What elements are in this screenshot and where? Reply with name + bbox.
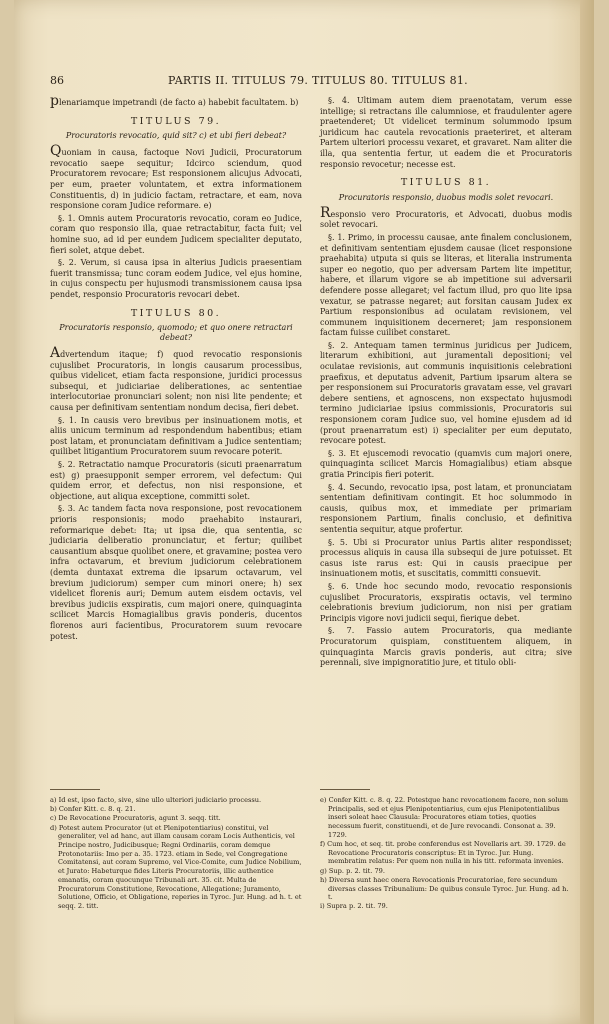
paragraph: §. 2. Verum, si causa ipsa in alterius Judicis praesentiam fuerit transmissa; tunc coram eodem Judice, vel ejus homine, in cujus conspectu per hujusmodi transmissionem causa ipsa pendet, responsio Procuratoris revocari debet. (50, 258, 302, 299)
title-summary: Procuratoris responsio, duobus modis solet revocari. (338, 192, 554, 202)
running-header (50, 74, 575, 88)
paragraph: §. 1. Primo, in processu causae, ante finalem conclusionem, et definitivam sententiam ejusdem causae (licet responsione praehabita) utputa si quis se literas, et literalia instrumenta super eo negotio, quo per adversam Partem lite impetitur, habere, et illarum vigore se ab impetitione sui adversarii defendere posse allegaret; vel factum illud, pro quo lite ipsa vexatur, se patrasse negaret; aut forsitan causam Judex ex Partium responsionibus ad oculatam revisionem, vel communem inquisitionem decerneret; jam responsionem factam fuisse cuilibet constaret. (320, 232, 572, 338)
paragraph: Quoniam in causa, factoque Novi Judicii, Procuratorum revocatio saepe sequitur; Idcirco sciendum, quod Procuratorem revocare; Est responsionem alicujus Advocati, per eum, praeter voluntatem, et extra informationem Constituentis, d) in judicio factam, retractare, et eam, nova responsione coram Judice reformare. e) (50, 143, 302, 211)
footnote: a) Id est, ipso facto, sive, sine ullo ulteriori judiciario processu. (50, 796, 262, 804)
footnote: e) Confer Kitt. c. 8. q. 22. Potestque hanc revocationem facere, non solum Principalis, sed et ejus Plenipotentiarius, cum ejus Plenipotentialibus inseri soleat haec Clausula: Procuratores etiam toties, quoties necessum fuerit, constituendi, et de Jure revocandi. Consonat a. 39. 1729. (320, 796, 568, 839)
title-heading: TITULUS 80. (130, 307, 222, 319)
running-title: PARTIS II. TITULUS 79. TITULUS 80. TITULUS 81. (168, 74, 468, 87)
footnote: d) Potest autem Procurator (ut et Plenipotentiarius) constitui, vel generaliter, vel ad hanc, aut illam causam coram Locis Authenticis, vel Principe nostro, Judicibusque; Regni Ordinariis, coram demque Protonotariis: Imo per a. 35. 1723. etiam in Sede, vel Congregatione Comitatensi, aut coram Supremo, vel Vice-Comite, cum Judice Nobilium, et Jurato: Habeturque fides Literis Procuratoriis, illic authentice emanatis, coram quocunque Tribunali art. 35. cit. Multa de Procuratorum Constitutione, Revocatione, Allegatione; Juramento, Solutione, Officio, et Obligatione, reperies in Tyroc. Jur. Hung. ad h. t. et seqq. 2. titt. (50, 823, 302, 910)
title-heading: TITULUS 81. (400, 177, 492, 189)
footnote: f) Cum hoc, et seq. tit. probe conferendus est Novellaris art. 39. 1729. de Revocatione Procuratoris conscriptus: Et in Tyroc. Jur. Hung. membratim relatus: Per quem non nulla in his titt. reformata invenies. (320, 840, 566, 866)
right-text-column (320, 96, 572, 671)
paragraph: §. 1. Omnis autem Procuratoris revocatio, coram eo Judice, coram quo responsio illa, quae retractabitur, facta fuit; vel homine suo, ad id per eundem Judicem specialiter deputato, fieri solet, atque debet. (50, 213, 302, 255)
footnote: b) Confer Kitt. c. 8. q. 21. (50, 805, 136, 814)
paragraph: plenariamque impetrandi (de facto a) habebit facultatem. b) (50, 93, 299, 109)
footnote: i) Supra p. 2. tit. 79. (320, 902, 388, 911)
paragraph: §. 4. Ultimam autem diem praenotatam, verum esse intellige; si retractans ille calumniose, et fraudulenter agere praetenderet; Ut videlicet terminum solummodo ipsum juridicum hac cautela revocationis praeteriret, et alteram Partem ulteriori processu vexaret, et gravaret. Nam aliter die illa, qua sententia fertur, ut eadem die et Procuratoris responsio revocetur; necesse est. (320, 96, 572, 169)
paragraph: §. 1. In causis vero brevibus per insinuationem motis, et aliis unicum terminum ad respondendum habentibus; etiam post latam, et pronunciatam definitivam a Judice sententiam; quilibet litigantium Procuratorem suum revocare poterit. (50, 415, 302, 457)
paragraph: §. 5. Ubi si Procurator unius Partis aliter respondisset; processus aliquis in causa illa subsequi de jure potuisset. Et casus iste rarus est: Qui in causis praecipue per insinuationem motis, et suscitatis, committi consuevit. (320, 537, 572, 579)
footnote: h) Diversa sunt haec onera Revocationis Procuratoriae, fere secundum diversas classes Tribunalium: De quibus consule Tyroc. Jur. Hung. ad h. t. (320, 875, 569, 902)
paragraph: §. 2. Antequam tamen terminus juridicus per Judicem, literarum exhibitioni, aut juramentali depositioni; vel oculatae revisionis, aut communis inquisitionis celebrationi praefixus, et deputatus advenit, Partium ipsarum altera se per responsionem sui Procuratoris gravatam esse, vel gravari debere sentiens, et agnoscens, non exspectato hujusmodi termino judiciariae ipsius commissionis, Procuratoris sui responsionem coram Judice suo, vel homine ejusdem ad id (prout praenarratum est) i) specialiter per eum deputato, revocare potest. (320, 340, 572, 446)
paragraph: §. 7. Fassio autem Procuratoris, qua mediante Procuratorum quispiam, constituentem aliquem, in quinquaginta Marcis gravis ponderis, aut citra; sive perennali, sive impignoratitio jure, et titulo obli- (320, 626, 572, 668)
book-page (14, 0, 594, 1024)
page-edge (580, 0, 594, 1024)
footnote-rule-left (50, 789, 100, 790)
footnotes-right (320, 796, 570, 912)
paragraph: §. 2. Retractatio namque Procuratoris (sicuti praenarratum est) g) praesupponit semper errorem, vel defectum: Qui quidem error, et defectus, non nisi responsione, et objectione, aut aliqua exceptione, committi solet. (50, 460, 302, 501)
footnote: g) Sup. p. 2. tit. 79. (320, 866, 385, 875)
paragraph: Responsio vero Procuratoris, et Advocati, duobus modis solet revocari. (320, 204, 572, 230)
footnotes-left (50, 796, 302, 911)
title-summary: Procuratoris responsio, quomodo; et quo onere retractari debeat? (59, 323, 293, 343)
left-text-column (50, 93, 302, 644)
title-summary: Procuratoris revocatio, quid sit? c) et ubi fieri debeat? (65, 131, 287, 141)
footnote-rule-right (320, 789, 370, 790)
paragraph: §. 4. Secundo, revocatio ipsa, post latam, et pronunciatam sententiam definitivam contingit. Et hoc solummodo in causis, quibus mox, et immediate per primariam responsionem Partium, finalis conclusio, et definitiva sententia sequitur, atque profertur. (320, 482, 572, 534)
paragraph: Advertendum itaque; f) quod revocatio responsionis cujuslibet Procuratoris, in longis causarum processibus, quibus videlicet, etiam facta responsione, juridici processus subsequi, et judiciariae deliberationes, ac sententiae interlocutoriae pronunciari solent; non nisi lite pendente; et causa per definitivam sententiam nondum decisa, fieri debet. (50, 345, 302, 413)
footnote: c) De Revocatione Procuratoris, agunt 3. seqq. titt. (50, 814, 221, 823)
paragraph: §. 6. Unde hoc secundo modo, revocatio responsionis cujuslibet Procuratoris, exspiratis octavis, vel termino celebrationis brevium judiciorum, non nisi per gratiam Principis vigore novi judicii sequi, fierique debet. (320, 581, 572, 623)
paragraph: §. 3. Et ejuscemodi revocatio (quamvis cum majori onere, quinquaginta scilicet Marcis Homagialibus) etiam absque gratia Principis fieri poterit. (320, 448, 572, 479)
title-heading: TITULUS 79. (130, 115, 222, 127)
page-number: 86 (50, 74, 64, 87)
paragraph: §. 3. Ac tandem facta nova responsione, post revocationem prioris responsionis; modo praehabito instaurari, reformarique debet: Ita; ut ipsa die, qua sententia, sc judiciaria deliberatio pronunciatur, et fertur; quilibet causantium absque quolibet onere, et gravamine; postea vero infra octavarum, et brevium judiciorum celebrationem (demta duntaxat extrema die ipsarum octavarum, vel brevium judiciorum) semper cum minori onere; h) sex videlicet florenis auri; Demum autem eisdem octavis, vel brevibus judiciis exspiratis, cum majori onere, quinquaginta scilicet Marcis Homagialibus gravis ponderis, ducentos florenos auri facientibus, Procuratorem suum revocare potest. (50, 504, 302, 641)
